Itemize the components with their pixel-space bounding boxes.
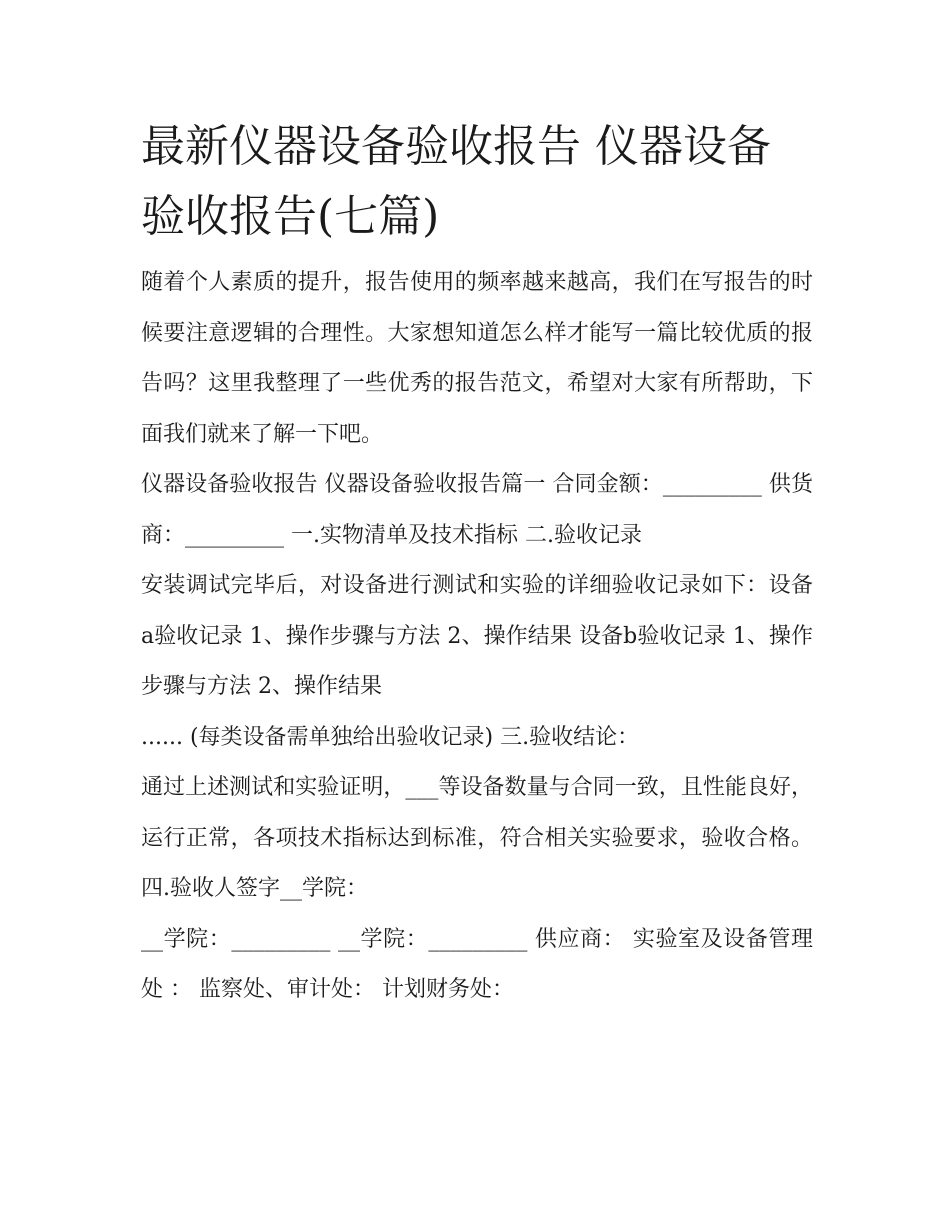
document-body: [141, 112, 813, 1016]
signature-paragraph: __学院：_________ __学院：_________ 供应商： 实验室及设备管理处 ： 监察处、审计处： 计划财务处：: [141, 926, 813, 1002]
document-title: 最新仪器设备验收报告 仪器设备验收报告(七篇): [141, 121, 771, 242]
record-paragraph: 安装调试完毕后，对设备进行测试和实验的详细验收记录如下：设备a验收记录 1、操作步骤与方法 2、操作结果 设备b验收记录 1、操作步骤与方法 2、操作结果: [141, 573, 813, 699]
note-paragraph: ...... (每类设备需单独给出验收记录) 三.验收结论：: [141, 724, 640, 750]
conclusion-paragraph: 通过上述测试和实验证明，___等设备数量与合同一致，且性能良好，运行正常，各项技术指标达到标准，符合相关实验要求，验收合格。 四.验收人签字__学院：: [141, 775, 813, 901]
contract-paragraph: 仪器设备验收报告 仪器设备验收报告篇一 合同金额：_________ 供货商：_________ 一.实物清单及技术指标 二.验收记录: [141, 472, 813, 548]
intro-paragraph: 随着个人素质的提升，报告使用的频率越来越高，我们在写报告的时候要注意逻辑的合理性。大家想知道怎么样才能写一篇比较优质的报告吗？这里我整理了一些优秀的报告范文，希望对大家有所帮助，下面我们就来了解一下吧。: [141, 270, 813, 447]
